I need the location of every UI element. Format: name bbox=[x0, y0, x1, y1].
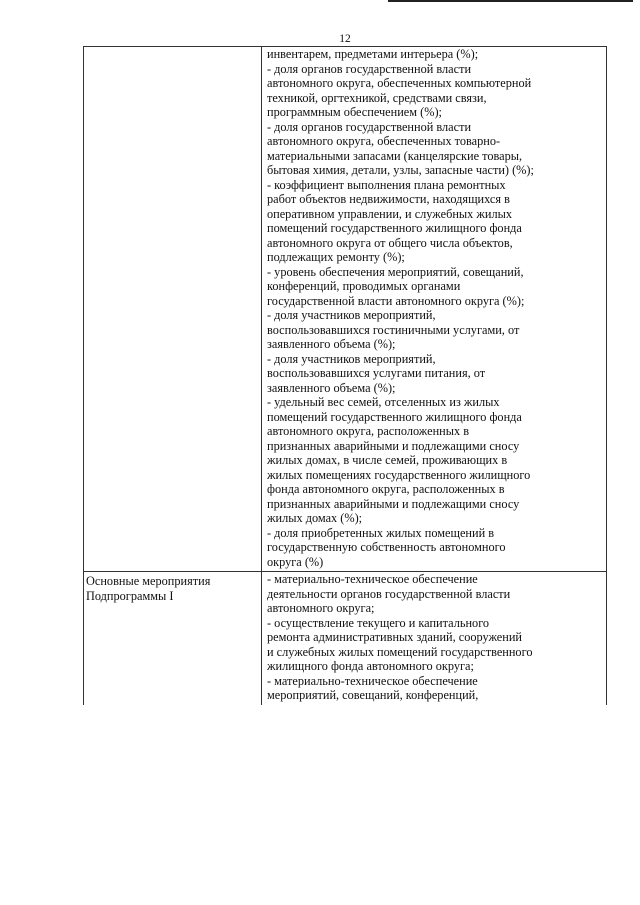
content-line: материальными запасами (канцелярские товары, bbox=[267, 148, 523, 163]
content-line: воспользовавшихся услугами питания, от bbox=[267, 366, 486, 380]
content-line: - доля органов государственной власти bbox=[267, 119, 472, 134]
content-line: техникой, оргтехникой, средствами связи, bbox=[267, 90, 487, 105]
content-line: подлежащих ремонту (%); bbox=[267, 250, 405, 264]
content-line: инвентарем, предметами интерьера (%); bbox=[267, 47, 479, 61]
content-line: автономного округа, расположенных в bbox=[267, 424, 470, 438]
content-line: - доля органов государственной власти bbox=[267, 61, 472, 76]
content-line: жилых домах (%); bbox=[267, 511, 363, 525]
content-line: государственную собственность автономного bbox=[267, 540, 506, 554]
content-line: признанных аварийными и подлежащими сносу bbox=[267, 438, 520, 453]
program-table bbox=[83, 46, 607, 705]
table-row bbox=[84, 47, 607, 572]
row-label-line: Подпрограммы I bbox=[86, 588, 174, 603]
content-line: бытовая химия, детали, узлы, запасные части) (%); bbox=[267, 163, 534, 177]
content-line: воспользовавшихся гостиничными услугами, от bbox=[267, 322, 520, 337]
content-line: жилых домах, в числе семей, проживающих в bbox=[267, 453, 508, 467]
content-line: программным обеспечением (%); bbox=[267, 105, 442, 119]
content-line: фонда автономного округа, расположенных в bbox=[267, 482, 505, 496]
content-line: жилищного фонда автономного округа; bbox=[267, 659, 474, 673]
content-line: - материально-техническое обеспечение bbox=[267, 572, 478, 586]
row-label-cell bbox=[84, 572, 262, 705]
content-line: помещений государственного жилищного фонда bbox=[267, 409, 522, 424]
content-line: мероприятий, совещаний, конференций, bbox=[267, 688, 479, 702]
content-line: автономного округа, обеспеченных компьютерной bbox=[267, 76, 532, 90]
content-line: государственной власти автономного округа (%); bbox=[267, 293, 525, 308]
row-label-cell bbox=[84, 47, 262, 572]
content-line: - осуществление текущего и капитального bbox=[267, 615, 490, 630]
content-line: признанных аварийными и подлежащими сносу bbox=[267, 496, 520, 511]
content-line: помещений государственного жилищного фонда bbox=[267, 221, 522, 235]
content-line: ремонта административных зданий, сооружений bbox=[267, 630, 523, 644]
content-line: оперативном управлении, и служебных жилых bbox=[267, 206, 513, 221]
content-line: округа (%) bbox=[267, 554, 324, 569]
content-line: автономного округа, обеспеченных товарно- bbox=[267, 134, 501, 148]
content-line: автономного округа; bbox=[267, 601, 375, 615]
content-line: - доля участников мероприятий, bbox=[267, 308, 436, 322]
table-row bbox=[84, 572, 607, 705]
content-line: заявленного объема (%); bbox=[267, 380, 396, 395]
content-line: конференций, проводимых органами bbox=[267, 279, 461, 293]
content-line: - удельный вес семей, отселенных из жилых bbox=[267, 395, 500, 409]
row-content-cell bbox=[262, 572, 607, 705]
content-line: жилых помещениях государственного жилищного bbox=[267, 467, 531, 482]
content-line: деятельности органов государственной власти bbox=[267, 586, 511, 601]
top-rule bbox=[388, 0, 633, 2]
content-line: - коэффициент выполнения плана ремонтных bbox=[267, 177, 506, 192]
content-line: - материально-техническое обеспечение bbox=[267, 673, 478, 688]
content-line: автономного округа от общего числа объектов, bbox=[267, 235, 513, 250]
row-label-line: Основные мероприятия bbox=[86, 574, 211, 588]
content-line: - доля приобретенных жилых помещений в bbox=[267, 525, 495, 540]
content-line: работ объектов недвижимости, находящихся в bbox=[267, 192, 510, 206]
page-number: 12 bbox=[339, 33, 351, 45]
row-content-cell bbox=[262, 47, 607, 572]
content-line: - уровень обеспечения мероприятий, совещаний, bbox=[267, 264, 524, 279]
content-line: - доля участников мероприятий, bbox=[267, 351, 436, 366]
content-line: заявленного объема (%); bbox=[267, 337, 396, 351]
content-line: и служебных жилых помещений государственного bbox=[267, 644, 533, 659]
